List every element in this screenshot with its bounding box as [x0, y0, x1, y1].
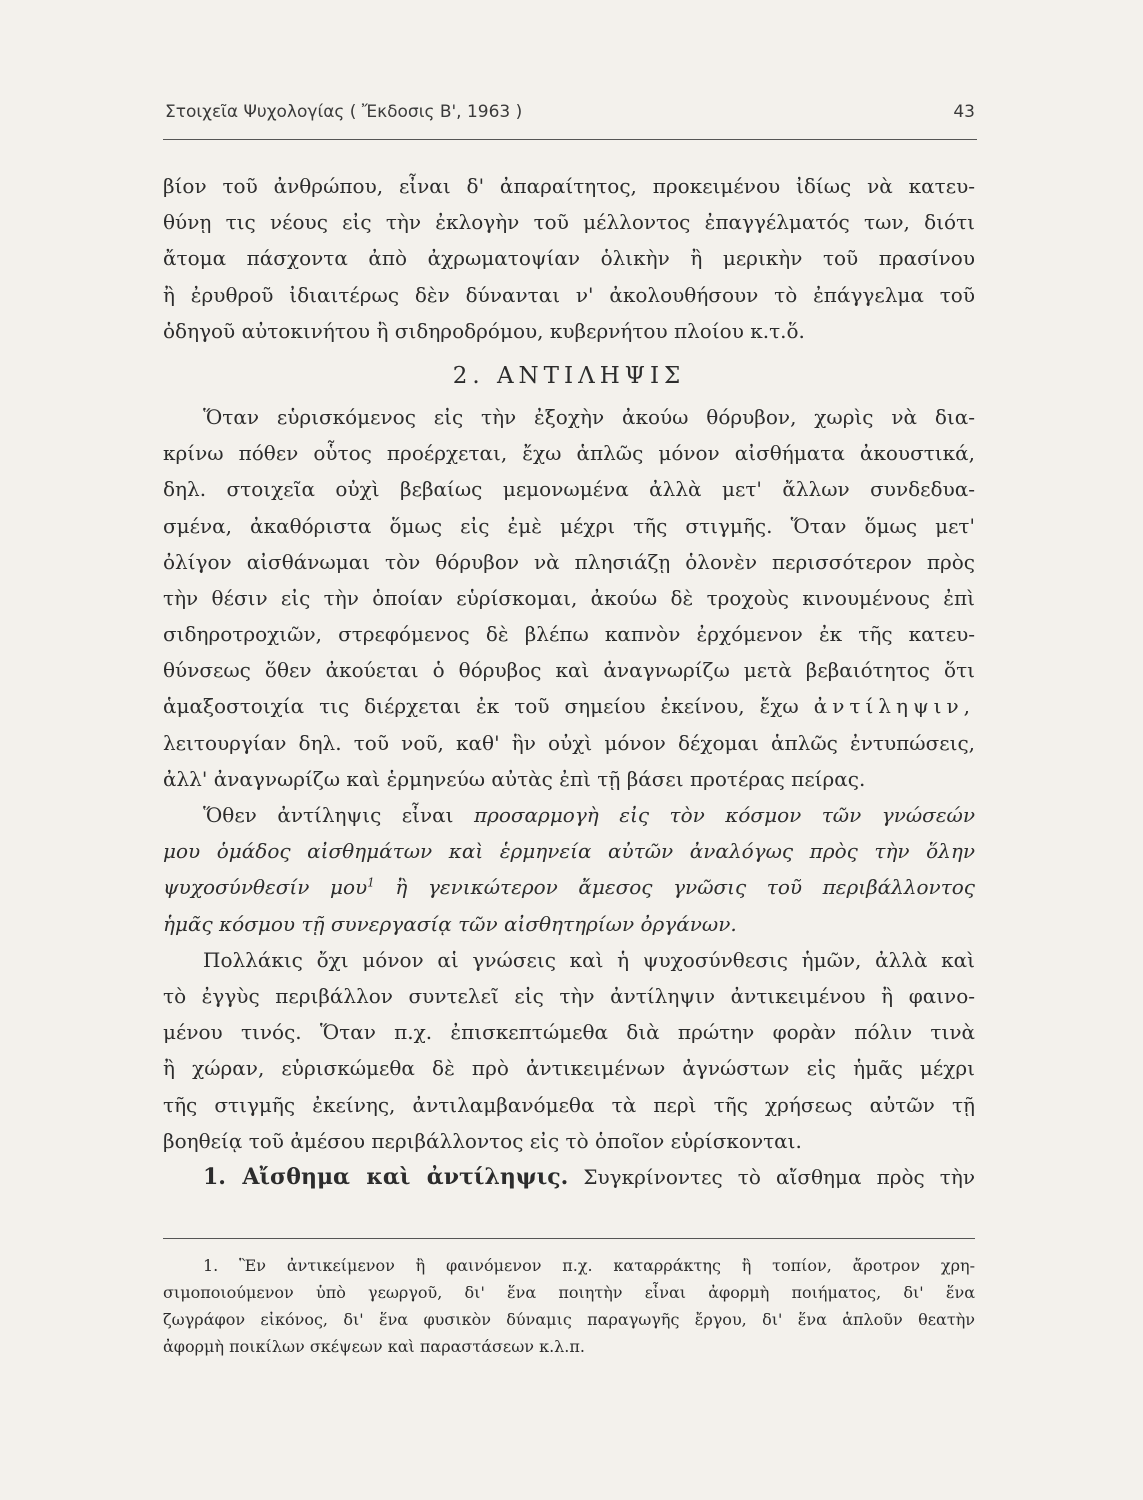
paragraph-line: Ὅταν εὑρισκόμενος εἰς τὴν ἐξοχὴν ἀκούω θόρυβον, χωρὶς νὰ δια- — [203, 404, 975, 429]
paragraph-line: ὀλίγον αἰσθάνωμαι τὸν θόρυβον νὰ πλησιάζῃ ὁλονὲν περισσότερον πρὸς — [163, 549, 975, 574]
paragraph-line: δηλ. στοιχεῖα οὐχὶ βεβαίως μεμονωμένα ἀλλὰ μετ' ἄλλων συνδεδυα- — [163, 477, 975, 502]
paragraph-line: σμένα, ἀκαθόριστα ὅμως εἰς ἐμὲ μέχρι τῆς στιγμῆς. Ὅταν ὅμως μετ' — [163, 513, 975, 538]
paragraph-line: βοηθείᾳ τοῦ ἀμέσου περιβάλλοντος εἰς τὸ ὁποῖον εὑρίσκονται. — [163, 1128, 802, 1153]
paragraph-line: βίον τοῦ ἀνθρώπου, εἶναι δ' ἀπαραίτητος, προκειμένου ἰδίως νὰ κατευ- — [163, 174, 975, 198]
footnote-line: 1. Ἓν ἀντικείμενον ἢ φαινόμενον π.χ. καταρράκτης ἢ τοπίον, ἄροτρον χρη- — [203, 1256, 975, 1275]
italic-definition: προσαρμογὴ εἰς τὸν κόσμον τῶν γνώσεών — [473, 803, 976, 827]
line-text: Ὅθεν ἀντίληψις εἶναι — [203, 803, 454, 827]
paragraph-line: ἄτομα πάσχοντα ἀπὸ ἀχρωματοψίαν ὁλικὴν ἢ μερικὴν τοῦ πρασίνου — [163, 246, 975, 271]
paragraph-line: τὴν θέσιν εἰς τὴν ὁποίαν εὑρίσκομαι, ἀκούω δὲ τροχοὺς κινουμένους ἐπὶ — [163, 585, 975, 610]
line-text: ψυχοσύνθεσίν μου — [163, 875, 368, 900]
paragraph-line: Πολλάκις ὄχι μόνον αἱ γνώσεις καὶ ἡ ψυχοσύνθεσις ἡμῶν, ἀλλὰ καὶ — [203, 947, 975, 972]
running-header — [165, 102, 975, 122]
paragraph-line — [163, 869, 975, 905]
paragraph-line: τὸ ἐγγὺς περιβάλλον συντελεῖ εἰς τὴν ἀντίληψιν ἀντικειμένου ἢ φαινο- — [163, 983, 975, 1008]
paragraph-line: κρίνω πόθεν οὗτος προέρχεται, ἔχω ἁπλῶς μόνον αἰσθήματα ἀκουστικά, — [163, 441, 975, 466]
spaced-term: ἀντίληψιν, — [813, 694, 975, 719]
footnote-line: ζωγράφον εἰκόνος, δι' ἕνα φυσικὸν δύναμις παραγωγῆς ἔργου, δι' ἕνα ἁπλοῦν θεατὴν — [163, 1310, 975, 1329]
paragraph-line: μένου τινός. Ὅταν π.χ. ἐπισκεπτώμεθα διὰ πρώτην φορὰν πόλιν τινὰ — [163, 1020, 975, 1045]
page-body — [163, 168, 975, 1195]
footnote-line: ἀφορμὴ ποικίλων σκέψεων καὶ παραστάσεων κ.λ.π. — [163, 1337, 585, 1356]
header-rule — [163, 139, 977, 140]
paragraph-line: ἢ ἐρυθροῦ ἰδιαιτέρως δὲν δύνανται ν' ἀκολουθήσουν τὸ ἐπάγγελμα τοῦ — [163, 282, 975, 307]
line-text: ἁμαξοστοιχία τις διέρχεται ἐκ τοῦ σημείου ἐκείνου, ἔχω — [163, 694, 799, 719]
section-heading: 2. ΑΝΤΙΛΗΨΙΣ — [452, 362, 686, 389]
paragraph-line: τῆς στιγμῆς ἐκείνης, ἀντιλαμβανόμεθα τὰ περὶ τῆς χρήσεως αὐτῶν τῇ — [163, 1092, 975, 1117]
footnote-rule — [163, 1238, 975, 1239]
paragraph-line — [163, 797, 975, 833]
paragraph-line: θύνῃ τις νέους εἰς τὴν ἐκλογὴν τοῦ μέλλοντος ἐπαγγέλματός των, διότι — [163, 210, 975, 235]
running-title: Στοιχεῖα Ψυχολογίας ( Ἔκδοσις Β', 1963 ) — [165, 102, 523, 122]
footnote-marker: 1 — [367, 875, 375, 890]
paragraph-line: μου ὁμάδος αἰσθημάτων καὶ ἑρμηνεία αὐτῶν ἀναλόγως πρὸς τὴν ὅλην — [163, 839, 975, 864]
paragraph-line — [163, 688, 975, 724]
line-text: ἢ γενικώτερον ἄμεσος γνῶσις τοῦ περιβάλλοντος — [395, 875, 976, 900]
subsection-line — [163, 1159, 975, 1195]
paragraph-line: ἀλλ' ἀναγνωρίζω καὶ ἑρμηνεύω αὐτὰς ἐπὶ τῇ βάσει προτέρας πείρας. — [163, 766, 866, 791]
subsection-title: 1. Αἴσθημα καὶ ἀντίληψις. — [203, 1163, 569, 1190]
line-text: Συγκρίνοντες τὸ αἴσθημα πρὸς τὴν — [583, 1164, 976, 1189]
paragraph-line: ἢ χώραν, εὑρισκώμεθα δὲ πρὸ ἀντικειμένων ἀγνώστων εἰς ἡμᾶς μέχρι — [163, 1056, 975, 1081]
footnote — [163, 1252, 975, 1360]
paragraph-line: ὁδηγοῦ αὐτοκινήτου ἢ σιδηροδρόμου, κυβερνήτου πλοίου κ.τ.ὅ. — [163, 318, 805, 343]
paragraph-line: λειτουργίαν δηλ. τοῦ νοῦ, καθ' ἣν οὐχὶ μόνον δέχομαι ἁπλῶς ἐντυπώσεις, — [163, 730, 975, 755]
page-number: 43 — [953, 102, 975, 122]
paragraph-line: σιδηροτροχιῶν, στρεφόμενος δὲ βλέπω καπνὸν ἐρχόμενον ἐκ τῆς κατευ- — [163, 622, 975, 647]
paragraph-line: ἡμᾶς κόσμου τῇ συνεργασίᾳ τῶν αἰσθητηρίων ὀργάνων. — [163, 911, 737, 936]
footnote-line: σιμοποιούμενον ὑπὸ γεωργοῦ, δι' ἕνα ποιητὴν εἶναι ἀφορμὴ ποιήματος, δι' ἕνα — [163, 1283, 975, 1302]
paragraph-line: θύνσεως ὅθεν ἀκούεται ὁ θόρυβος καὶ ἀναγνωρίζω μετὰ βεβαιότητος ὅτι — [163, 658, 975, 683]
